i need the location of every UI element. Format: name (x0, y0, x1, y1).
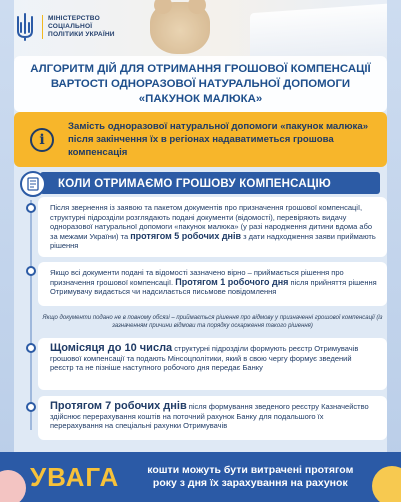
ministry-header (14, 10, 122, 44)
warning-banner (0, 452, 401, 502)
step-2-tail: після прийняття рішення Отримувачу видається чи надсилається письмове повідомлення (50, 277, 377, 297)
step-card-3 (38, 338, 387, 390)
timeline-dot (26, 402, 36, 412)
step-card-2 (38, 262, 387, 306)
timeline-line (30, 200, 32, 430)
page-title: АЛГОРИТМ ДІЙ ДЛЯ ОТРИМАННЯ ГРОШОВОЇ КОМПЕНСАЦІЇ ВАРТОСТІ ОДНОРАЗОВОЇ НАТУРАЛЬНОЇ ДОПОМОГИ «ПАКУНОК МАЛЮКА» (30, 62, 371, 105)
refusal-note: Якщо документи подано не в повному обсязі – приймається рішення про відмову у призначенні грошової компенсації (із зазначенням причини відмови та порядку оскарження такого рішення) (42, 315, 383, 329)
step-card-1 (38, 197, 387, 257)
step-2-text: Якщо всі документи подані та відомості зазначено вірно – приймається рішення про призначення грошової компенсації. (50, 268, 344, 287)
step-4-bold: Протягом 7 робочих днів (50, 400, 187, 412)
teddy-bear-image (150, 2, 210, 54)
left-decoration (0, 0, 14, 502)
step-3-bold: Щомісяця до 10 числа (50, 342, 173, 354)
timeline-dot (26, 343, 36, 353)
timeline-dot (26, 203, 36, 213)
info-icon: i (30, 128, 54, 152)
trident-icon (14, 12, 36, 42)
step-3-tail: структурні підрозділи формують реєстр Отримувачів грошової компенсації та подають Мінсоцполітики, який в свою чергу формує зведений реєстр та не пізніше наступного робочого дня передає Банку (50, 344, 359, 373)
info-text: Замість одноразової натуральної допомоги «пакунок малюка» після закінчення їх в регіонах надаватиметься грошова компенсація (68, 121, 369, 158)
step-2-bold: Протягом 1 робочого дня (175, 276, 289, 287)
step-1-text: Після звернення із заявою та пакетом документів про призначення грошової компенсації, структурні підрозділи розглядають подані документи (відомості), перевіряють видачу одноразової натуральної допомоги «пакунок малюка» (у разі народження дитини вдома або за межами України) та (50, 203, 373, 241)
info-box (14, 112, 387, 167)
document-icon (20, 171, 46, 197)
step-4-tail: після формування зведеного реєстру Казначейство здійснює перерахування коштів на поточний рахунок Банку для подальшого їх перерахування на спеціальні рахунки Отримувачів (50, 402, 369, 431)
ministry-name: МІНІСТЕРСТВО СОЦІАЛЬНОЇ ПОЛІТИКИ УКРАЇНИ (42, 15, 122, 39)
warning-label: УВАГА (30, 461, 120, 492)
section-title: КОЛИ ОТРИМАЄМО ГРОШОВУ КОМПЕНСАЦІЮ (58, 178, 331, 190)
title-card (14, 56, 387, 112)
step-1-bold: протягом 5 робочих днів (130, 230, 242, 241)
step-card-4 (38, 396, 387, 440)
warning-text: кошти можуть бути витрачені протягом року з дня їх зарахування на рахунок (147, 464, 354, 489)
timeline-dot (26, 266, 36, 276)
right-decoration (387, 0, 401, 502)
section-header (20, 170, 387, 198)
step-1-tail: з дати надходження заяви приймають рішення (50, 231, 376, 251)
